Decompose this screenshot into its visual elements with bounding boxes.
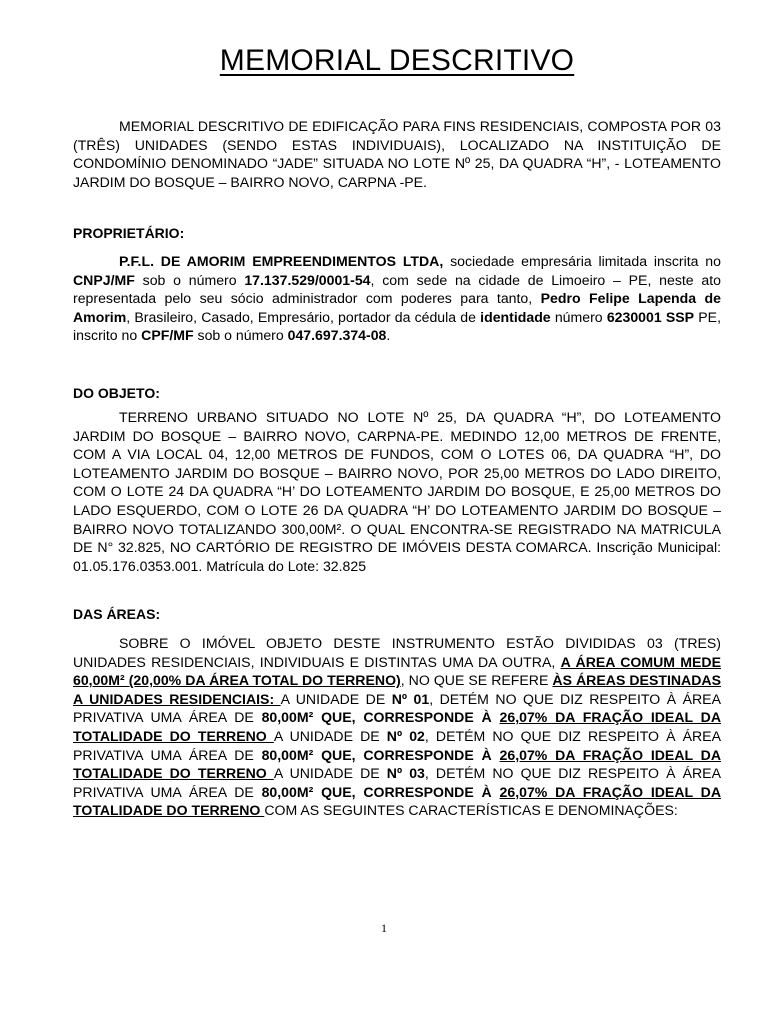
areas-heading: DAS ÁREAS: (73, 606, 161, 622)
document-title: MEMORIAL DESCRITIVO (219, 44, 575, 77)
unit-02-fraction: 26,07% DA FRAÇÃO IDEAL DA TOTALIDADE DO TERRENO (73, 746, 721, 782)
common-area: A ÁREA COMUM MEDE 60,00M² (20,00% DA ÁREA TOTAL DO TERRENO) (73, 653, 722, 689)
residential-areas: ÀS ÁREAS DESTINADAS A UNIDADES RESIDENCIAIS: (73, 672, 721, 707)
owner-heading: PROPRIETÁRIO: (73, 225, 185, 241)
intro-paragraph: MEMORIAL DESCRITIVO DE EDIFICAÇÃO PARA FINS RESIDENCIAIS, COMPOSTA POR 03 (TRÊS) UNIDADES (SENDO ESTAS INDIVIDUAIS), LOCALIZADO NA INSTITUIÇÃO DE CONDOMÍNIO DENOMINADO “JADE” SITUADA NO LOTE Nº 25, DA QUADRA “H”, - LOTEAMENTO JARDIM DO BOSQUE – BAIRRO NOVO, CARPNA -PE. (73, 118, 721, 190)
unit-01-fraction: 26,07% DA FRAÇÃO IDEAL DA TOTALIDADE DO TERRENO (73, 709, 721, 744)
unit-02-area: 80,00M² QUE, CORRESPONDE À (261, 746, 500, 763)
unit-01: Nº 01 (391, 690, 430, 707)
areas-paragraph: SOBRE O IMÓVEL OBJETO DESTE INSTRUMENTO ESTÃO DIVIDIDAS 03 (TRES) UNIDADES RESIDENCIAIS, INDIVIDUAIS E DISTINTAS UMA DA OUTRA, A ÁREA COMUM MEDE 60,00M² (20,00% DA ÁREA TOTAL DO TERRENO), NO QUE SE REFERE ÀS ÁREAS DESTINADAS A UNIDADES RESIDENCIAIS: A UNIDADE DE Nº 01, DETÉM NO QUE DIZ RESPEITO À ÁREA PRIVATIVA UMA ÁREA DE 80,00M² QUE, CORRESPONDE À 26,07% DA FRAÇÃO IDEAL DA TOTALIDADE DO TERRENO A UNIDADE DE Nº 02, DETÉM NO QUE DIZ RESPEITO À ÁREA PRIVATIVA UMA ÁREA DE 80,00M² QUE, CORRESPONDE À 26,07% DA FRAÇÃO IDEAL DA TOTALIDADE DO TERRENO A UNIDADE DE Nº 03, DETÉM NO QUE DIZ RESPEITO À ÁREA PRIVATIVA UMA ÁREA DE 80,00M² QUE, CORRESPONDE À 26,07% DA FRAÇÃO IDEAL DA TOTALIDADE DO TERRENO COM AS SEGUINTES CARACTERÍSTICAS E DENOMINAÇÕES: (73, 635, 722, 819)
unit-03: Nº 03 (386, 765, 425, 782)
cnpj-number: 17.137.529/0001-54 (244, 271, 371, 288)
cpf-label: CPF/MF (141, 327, 194, 344)
owner-paragraph: P.F.L. DE AMORIM EMPREENDIMENTOS LTDA, sociedade empresária limitada inscrita no CNPJ/MF sob o número 17.137.529/0001-54, com sede na cidade de Limoeiro – PE, neste ato representada pelo seu sócio administrador com poderes para tanto, Pedro Felipe Lapenda de Amorim, Brasileiro, Casado, Empresário, portador da cédula de identidade número 6230001 SSP PE, inscrito no CPF/MF sob o número 047.697.374-08. (73, 253, 721, 344)
unit-03-fraction: 26,07% DA FRAÇÃO IDEAL DA TOTALIDADE DO TERRENO (73, 783, 721, 819)
page-number: 1 (381, 921, 387, 935)
object-heading: DO OBJETO: (73, 385, 160, 401)
unit-03-area: 80,00M² QUE, CORRESPONDE À (261, 783, 500, 800)
representative-name: Pedro Felipe Lapenda de Amorim (73, 290, 721, 325)
object-paragraph: TERRENO URBANO SITUADO NO LOTE Nº 25, DA QUADRA “H”, DO LOTEAMENTO JARDIM DO BOSQUE – BAIRRO NOVO, CARPNA-PE. MEDINDO 12,00 METROS DE FRENTE, COM A VIA LOCAL 04, 12,00 METROS DE FUNDOS, COM O LOTES 06, DA QUADRA “H”, DO LOTEAMENTO JARDIM DO BOSQUE – BAIRRO NOVO, POR 25,00 METROS DO LADO DIREITO, COM O LOTE 24 DA QUADRA “H’ DO LOTEAMENTO JARDIM DO BOSQUE, E 25,00 METROS DO LADO ESQUERDO, COM O LOTE 26 DA QUADRA “H’ DO LOTEAMENTO JARDIM DO BOSQUE – BAIRRO NOVO TOTALIZANDO 300,00M². O QUAL ENCONTRA-SE REGISTRADO NA MATRICULA DE N° 32.825, NO CARTÓRIO DE REGISTRO DE IMÓVEIS DESTA COMARCA. Inscrição Municipal: 01.05.176.0353.001. Matrícula do Lote: 32.825 (73, 409, 721, 574)
company-name: P.F.L. DE AMORIM EMPREENDIMENTOS LTDA, (119, 253, 444, 269)
cpf-number: 047.697.374-08 (287, 327, 387, 344)
cnpj-label: CNPJ/MF (73, 271, 135, 288)
id-number: 6230001 SSP (606, 308, 695, 325)
unit-02: Nº 02 (386, 727, 425, 744)
unit-01-area: 80,00M² QUE, CORRESPONDE À (261, 709, 500, 726)
id-label: identidade (480, 308, 551, 325)
